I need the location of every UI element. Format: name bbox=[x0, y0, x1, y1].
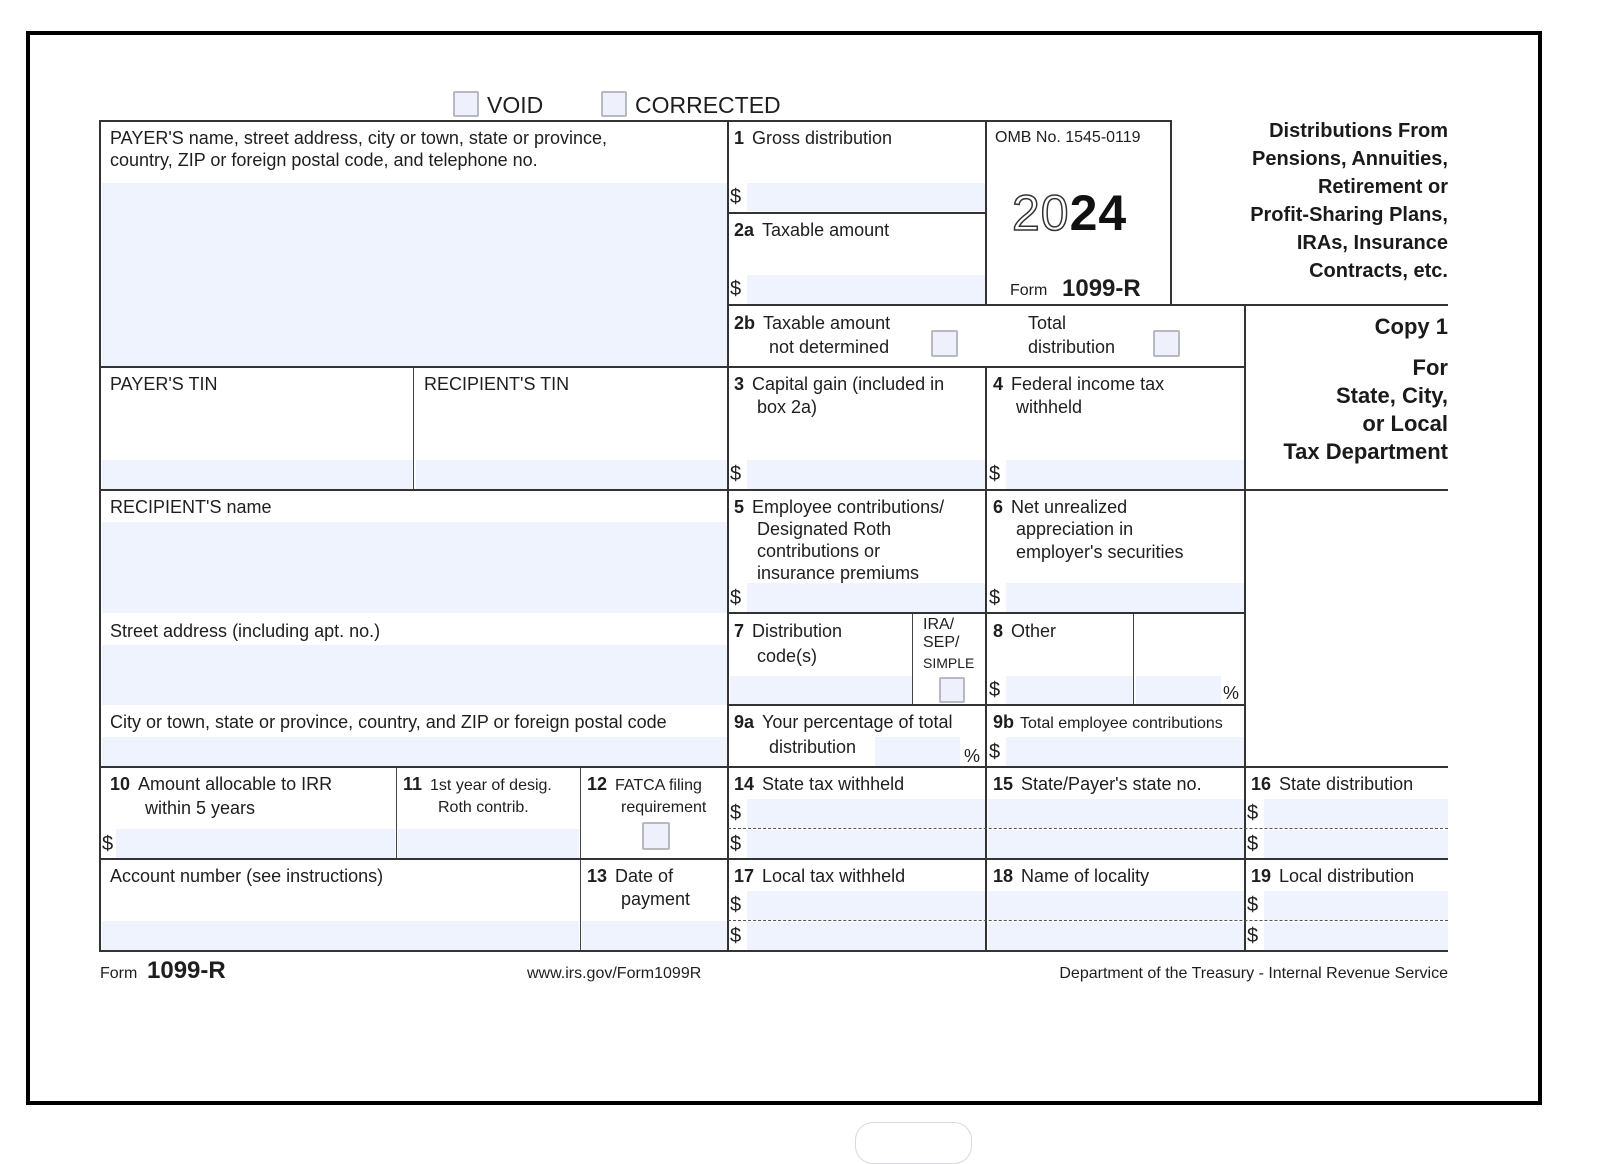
payer-tin-field[interactable] bbox=[102, 460, 413, 489]
box13-date-of-payment-field[interactable] bbox=[582, 921, 727, 950]
box18-number: 18 bbox=[993, 866, 1014, 886]
omb-form-prefix: Form bbox=[1010, 282, 1048, 299]
box15-number: 15 bbox=[993, 774, 1014, 794]
box9b-total-employee-contributions-field[interactable] bbox=[1006, 737, 1244, 766]
recipient-tin-label: RECIPIENT'S TIN bbox=[424, 374, 570, 394]
box5-label-3: contributions or bbox=[757, 541, 881, 561]
box13-number: 13 bbox=[587, 866, 608, 886]
copy-heading: Copy 1 bbox=[1374, 314, 1448, 339]
title-line-3: Retirement or bbox=[1317, 176, 1448, 198]
box8-number: 8 bbox=[993, 621, 1004, 641]
box2a-number: 2a bbox=[734, 220, 755, 240]
total-distribution-label-1: Total bbox=[1028, 313, 1067, 333]
box18-locality-field-2[interactable] bbox=[988, 922, 1244, 950]
box14-state-tax-field-1[interactable] bbox=[747, 799, 985, 828]
box8-label: Other bbox=[1011, 621, 1057, 641]
copy-line-3: or Local bbox=[1362, 411, 1448, 436]
tax-year-outline: 20 bbox=[1012, 185, 1070, 241]
omb-number: OMB No. 1545-0119 bbox=[995, 129, 1141, 146]
form-top-border bbox=[99, 120, 1172, 122]
box9a-label-2: distribution bbox=[769, 737, 857, 757]
box19-dollar-2: $ bbox=[1247, 925, 1259, 947]
box19-number: 19 bbox=[1251, 866, 1272, 886]
copy-line-1: For bbox=[1412, 355, 1448, 380]
box16-dollar-2: $ bbox=[1247, 833, 1259, 855]
footer-form-prefix: Form bbox=[100, 965, 138, 982]
ira-label-3: SIMPLE bbox=[923, 655, 975, 671]
title-line-2: Pensions, Annuities, bbox=[1252, 148, 1448, 170]
box9b-dollar: $ bbox=[989, 741, 1001, 763]
box5-label-4: insurance premiums bbox=[757, 563, 920, 583]
box5-label-1: Employee contributions/ bbox=[752, 497, 945, 517]
box14-dollar-2: $ bbox=[730, 833, 742, 855]
ira-sep-simple-checkbox[interactable] bbox=[939, 677, 965, 703]
box14-number: 14 bbox=[734, 774, 755, 794]
recipient-name-field[interactable] bbox=[102, 522, 727, 613]
box14-dollar-1: $ bbox=[730, 802, 742, 824]
box12-number: 12 bbox=[587, 774, 608, 794]
corrected-label: CORRECTED bbox=[635, 92, 781, 118]
box2a-label: Taxable amount bbox=[762, 220, 890, 240]
box9a-percentage-field[interactable] bbox=[875, 737, 960, 766]
box14-label: State tax withheld bbox=[762, 774, 905, 794]
box8-dollar: $ bbox=[989, 679, 1001, 701]
box11-roth-year-field[interactable] bbox=[398, 829, 579, 858]
grid-col-1245 bbox=[1244, 305, 1246, 952]
box3-dollar: $ bbox=[730, 463, 742, 485]
box2b-label-2: not determined bbox=[769, 337, 890, 357]
form-title bbox=[1250, 117, 1448, 285]
title-line-5: IRAs, Insurance bbox=[1296, 232, 1448, 254]
ira-label-1: IRA/ bbox=[923, 616, 955, 633]
box1-dollar: $ bbox=[730, 186, 742, 208]
box10-irr-amount-field[interactable] bbox=[116, 829, 395, 858]
void-checkbox[interactable] bbox=[453, 91, 479, 117]
state-dashed-divider bbox=[728, 828, 1448, 829]
box3-label-2: box 2a) bbox=[757, 397, 818, 417]
box12-fatca-checkbox[interactable] bbox=[642, 822, 670, 850]
payer-tin-label: PAYER'S TIN bbox=[110, 374, 218, 394]
void-label: VOID bbox=[487, 92, 544, 118]
recipient-name-label: RECIPIENT'S name bbox=[110, 497, 272, 517]
box18-locality-field-1[interactable] bbox=[988, 891, 1244, 920]
box6-label-3: employer's securities bbox=[1016, 542, 1184, 562]
box14-state-tax-field-2[interactable] bbox=[747, 830, 985, 858]
page-navigation-pill[interactable] bbox=[855, 1122, 972, 1164]
box17-label: Local tax withheld bbox=[762, 866, 906, 886]
row-367 bbox=[99, 366, 1246, 368]
box6-dollar: $ bbox=[989, 587, 1001, 609]
box10-dollar: $ bbox=[102, 833, 114, 855]
box7-number: 7 bbox=[734, 621, 745, 641]
box17-local-tax-field-2[interactable] bbox=[747, 922, 985, 950]
box10-11-divider bbox=[396, 767, 397, 859]
box17-dollar-1: $ bbox=[730, 894, 742, 916]
box7-distribution-code-field[interactable] bbox=[730, 676, 912, 704]
box9b-number: 9b bbox=[993, 712, 1015, 732]
box16-state-distribution-field-1[interactable] bbox=[1264, 799, 1448, 828]
payer-name-field[interactable] bbox=[102, 183, 727, 366]
box2b-number: 2b bbox=[734, 313, 756, 333]
title-line-6: Contracts, etc. bbox=[1309, 260, 1448, 282]
box8-divider bbox=[1133, 613, 1134, 705]
box5-label-2: Designated Roth bbox=[757, 519, 892, 539]
box15-state-no-field-1[interactable] bbox=[988, 799, 1244, 828]
row-705 bbox=[728, 704, 1246, 706]
box2b-label-1: Taxable amount bbox=[763, 313, 891, 333]
row-767 bbox=[99, 766, 1448, 768]
box9a-number: 9a bbox=[734, 712, 755, 732]
box1-bottom bbox=[728, 212, 986, 214]
box1-number: 1 bbox=[734, 128, 745, 148]
row-859 bbox=[99, 858, 1448, 860]
corrected-checkbox[interactable] bbox=[601, 91, 627, 117]
box4-federal-tax-field[interactable] bbox=[1006, 460, 1244, 489]
box10-label-1: Amount allocable to IRR bbox=[138, 774, 333, 794]
box16-number: 16 bbox=[1251, 774, 1272, 794]
tin-divider bbox=[413, 367, 414, 490]
box19-dollar-1: $ bbox=[1247, 894, 1259, 916]
box15-state-no-field-2[interactable] bbox=[988, 830, 1244, 858]
box11-number: 11 bbox=[403, 774, 423, 794]
box5-number: 5 bbox=[734, 497, 745, 517]
box6-label-1: Net unrealized bbox=[1011, 497, 1128, 517]
box5-dollar: $ bbox=[730, 587, 742, 609]
box17-number: 17 bbox=[734, 866, 755, 886]
city-state-zip-field[interactable] bbox=[102, 737, 727, 766]
account-number-field[interactable] bbox=[102, 921, 579, 950]
box10-label-2: within 5 years bbox=[145, 798, 256, 818]
box19-local-distribution-field-1[interactable] bbox=[1264, 891, 1448, 920]
box4-label-2: withheld bbox=[1016, 397, 1083, 417]
account-number-label: Account number (see instructions) bbox=[110, 866, 384, 886]
box16-label: State distribution bbox=[1279, 774, 1414, 794]
street-address-field[interactable] bbox=[102, 645, 727, 705]
total-distribution-label-2: distribution bbox=[1028, 337, 1116, 357]
box8-other-amount-field[interactable] bbox=[1006, 676, 1133, 704]
row-951 bbox=[99, 950, 1448, 952]
row-613 bbox=[728, 612, 1246, 614]
ira-label-2: SEP/ bbox=[923, 634, 960, 651]
tax-year-solid: 24 bbox=[1069, 185, 1128, 241]
box19-local-distribution-field-2[interactable] bbox=[1264, 922, 1448, 950]
box6-label-2: appreciation in bbox=[1016, 519, 1134, 539]
footer-agency: Department of the Treasury - Internal Revenue Service bbox=[1059, 965, 1448, 982]
box17-dollar-2: $ bbox=[730, 925, 742, 947]
box2a-dollar: $ bbox=[730, 278, 742, 300]
box3-number: 3 bbox=[734, 374, 745, 394]
box19-label: Local distribution bbox=[1279, 866, 1415, 886]
payer-name-label-1: PAYER'S name, street address, city or town, state or province, bbox=[110, 128, 607, 148]
title-line-4: Profit-Sharing Plans, bbox=[1250, 204, 1448, 226]
box7-label-1: Distribution bbox=[752, 621, 843, 641]
form-left-border bbox=[99, 120, 101, 952]
box7-ira-divider bbox=[912, 613, 913, 705]
box4-number: 4 bbox=[993, 374, 1004, 394]
copy-line-4: Tax Department bbox=[1283, 439, 1448, 464]
grid-col-986 bbox=[985, 366, 987, 952]
city-state-zip-label: City or town, state or province, country, and ZIP or foreign postal code bbox=[110, 712, 667, 732]
box5-employee-contributions-field[interactable] bbox=[747, 583, 985, 612]
box17-local-tax-field-1[interactable] bbox=[747, 891, 985, 920]
box10-number: 10 bbox=[110, 774, 131, 794]
box2a-bottom bbox=[728, 304, 1448, 306]
box8-percent: % bbox=[1223, 683, 1240, 703]
copy-description bbox=[1283, 354, 1448, 466]
box3-label-1: Capital gain (included in bbox=[752, 374, 945, 394]
title-line-1: Distributions From bbox=[1269, 120, 1448, 142]
box18-label: Name of locality bbox=[1021, 866, 1150, 886]
box1-label: Gross distribution bbox=[752, 128, 893, 148]
box4-label-1: Federal income tax bbox=[1011, 374, 1165, 394]
tax-year bbox=[1012, 185, 1128, 241]
street-address-label: Street address (including apt. no.) bbox=[110, 621, 381, 641]
local-dashed-divider bbox=[728, 920, 1448, 921]
payer-name-label-2: country, ZIP or foreign postal code, and telephone no. bbox=[110, 150, 538, 170]
recipient-tin-field[interactable] bbox=[416, 460, 727, 489]
box6-nua-field[interactable] bbox=[1006, 583, 1244, 612]
footer-form-name: 1099-R bbox=[147, 957, 226, 984]
copy-line-2: State, City, bbox=[1335, 383, 1448, 408]
box4-dollar: $ bbox=[989, 463, 1001, 485]
box9b-label: Total employee contributions bbox=[1020, 715, 1223, 732]
box2b-checkbox[interactable] bbox=[931, 330, 958, 357]
box12-label-1: FATCA filing bbox=[615, 777, 702, 794]
box9a-percent: % bbox=[964, 746, 981, 766]
omb-form-name: 1099-R bbox=[1062, 275, 1141, 302]
box16-dollar-1: $ bbox=[1247, 802, 1259, 824]
box11-label-2: Roth contrib. bbox=[438, 799, 529, 816]
box3-capital-gain-field[interactable] bbox=[747, 460, 985, 489]
box13-label-1: Date of bbox=[615, 866, 674, 886]
box16-state-distribution-field-2[interactable] bbox=[1264, 830, 1448, 858]
total-distribution-checkbox[interactable] bbox=[1153, 330, 1180, 357]
box9a-label-1: Your percentage of total bbox=[762, 712, 953, 732]
box2a-taxable-amount-field[interactable] bbox=[747, 275, 985, 304]
box6-number: 6 bbox=[993, 497, 1004, 517]
box8-other-percent-field[interactable] bbox=[1136, 676, 1221, 704]
box12-label-2: requirement bbox=[621, 799, 707, 816]
box1-gross-distribution-field[interactable] bbox=[747, 183, 985, 211]
box11-label-1: 1st year of desig. bbox=[430, 777, 552, 794]
box15-label: State/Payer's state no. bbox=[1021, 774, 1202, 794]
row-490 bbox=[99, 489, 1448, 491]
box7-label-2: code(s) bbox=[757, 646, 818, 666]
footer-url[interactable]: www.irs.gov/Form1099R bbox=[527, 965, 702, 982]
omb-right-border bbox=[1170, 120, 1172, 306]
box13-label-2: payment bbox=[621, 889, 691, 909]
